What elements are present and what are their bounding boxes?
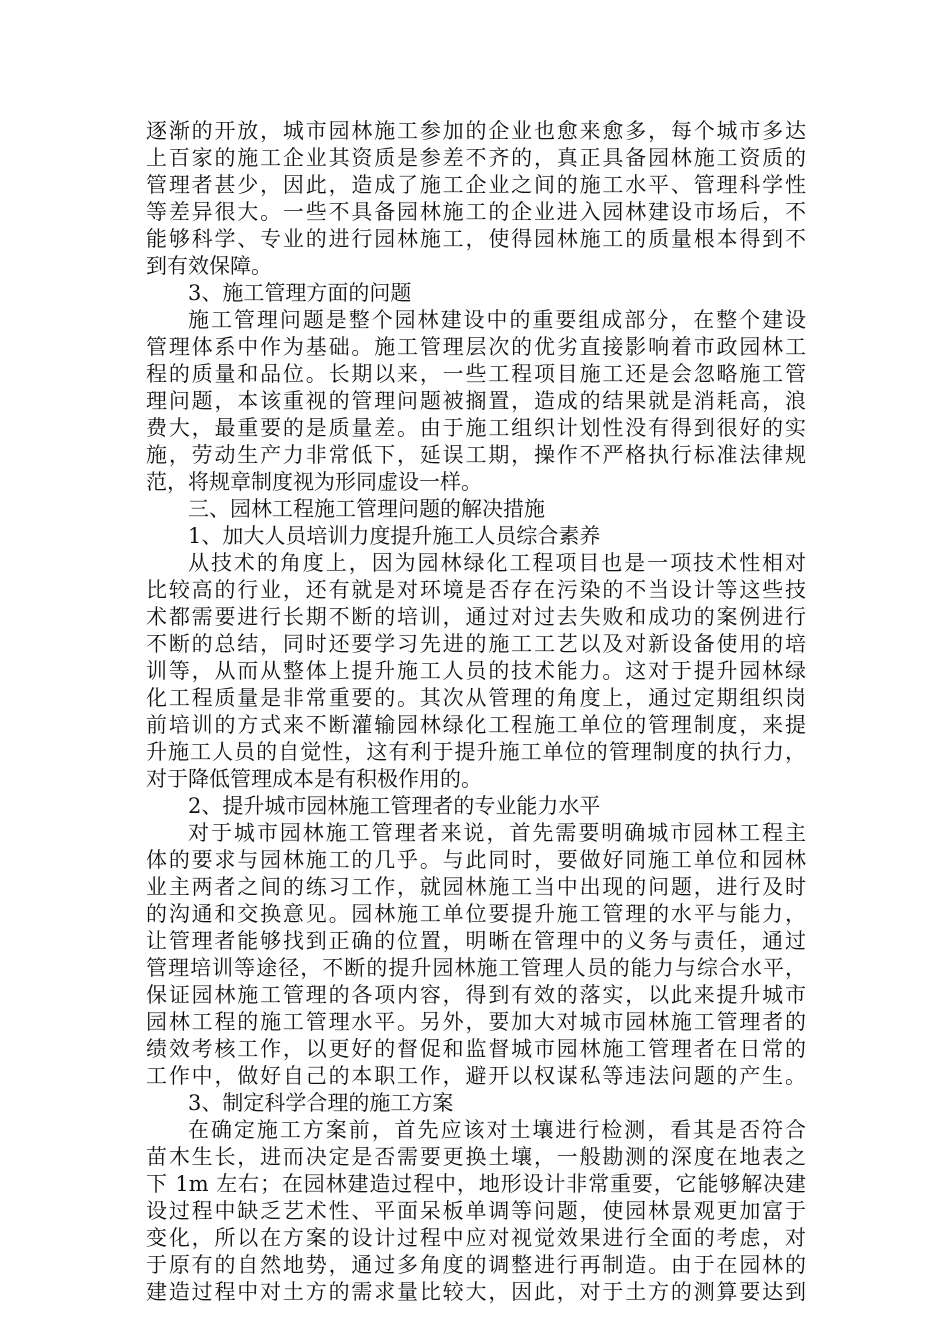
text-line: 2、提升城市园林施工管理者的专业能力水平 xyxy=(188,794,601,818)
text-line: 业主两者之间的练习工作，就园林施工当中出现的问题，进行及时 xyxy=(146,875,806,899)
text-line: 术都需要进行长期不断的培训，通过对过去失败和成功的案例进行 xyxy=(146,605,806,629)
text-line: 范，将规章制度视为形同虚设一样。 xyxy=(146,470,482,494)
text-line: 园林工程的施工管理水平。另外，要加大对城市园林施工管理者的 xyxy=(146,1010,806,1034)
text-line: 能够科学、专业的进行园林施工，使得园林施工的质量根本得到不 xyxy=(146,227,806,251)
text-line: 管理体系中作为基础。施工管理层次的优劣直接影响着市政园林工 xyxy=(146,335,806,359)
text-line: 程的质量和品位。长期以来，一些工程项目施工还是会忽略施工管 xyxy=(146,362,806,386)
text-line: 变化，所以在方案的设计过程中应对视觉效果进行全面的考虑，对 xyxy=(146,1226,806,1250)
text-line: 上百家的施工企业其资质是参差不齐的，真正具备园林施工资质的 xyxy=(146,146,806,170)
text-line: 让管理者能够找到正确的位置，明晰在管理中的义务与责任，通过 xyxy=(146,929,806,953)
text-line: 的沟通和交换意见。园林施工单位要提升施工管理的水平与能力， xyxy=(146,902,806,926)
text-line: 不断的总结，同时还要学习先进的施工工艺以及对新设备使用的培 xyxy=(146,632,806,656)
text-line: 体的要求与园林施工的几乎。与此同时，要做好同施工单位和园林 xyxy=(146,848,806,872)
text-line: 理问题，本该重视的管理问题被搁置，造成的结果就是消耗高，浪 xyxy=(146,389,806,413)
text-line: 管理培训等途径，不断的提升园林施工管理人员的能力与综合水平， xyxy=(146,956,806,980)
text-line: 下 1m 左右；在园林建造过程中，地形设计非常重要，它能够解决建 xyxy=(146,1172,806,1196)
text-line: 三、园林工程施工管理问题的解决措施 xyxy=(188,497,545,521)
text-line: 工作中，做好自己的本职工作，避开以权谋私等违法问题的产生。 xyxy=(146,1064,806,1088)
text-line: 到有效保障。 xyxy=(146,254,272,278)
text-line: 设过程中缺乏艺术性、平面呆板单调等问题，使园林景观更加富于 xyxy=(146,1199,806,1223)
text-line: 等差异很大。一些不具备园林施工的企业进入园林建设市场后，不 xyxy=(146,200,806,224)
text-line: 从技术的角度上，因为园林绿化工程项目也是一项技术性相对 xyxy=(188,551,806,575)
text-line: 施，劳动生产力非常低下，延误工期，操作不严格执行标准法律规 xyxy=(146,443,806,467)
text-line: 管理者甚少，因此，造成了施工企业之间的施工水平、管理科学性 xyxy=(146,173,806,197)
text-line: 建造过程中对土方的需求量比较大，因此，对于土方的测算要达到 xyxy=(146,1280,806,1304)
text-line: 化工程质量是非常重要的。其次从管理的角度上，通过定期组织岗 xyxy=(146,686,806,710)
text-line: 比较高的行业，还有就是对环境是否存在污染的不当设计等这些技 xyxy=(146,578,806,602)
text-line: 在确定施工方案前，首先应该对土壤进行检测，看其是否符合 xyxy=(188,1118,806,1142)
text-line: 升施工人员的自觉性，这有利于提升施工单位的管理制度的执行力， xyxy=(146,740,806,764)
text-line: 保证园林施工管理的各项内容，得到有效的落实，以此来提升城市 xyxy=(146,983,806,1007)
text-line: 费大，最重要的是质量差。由于施工组织计划性没有得到很好的实 xyxy=(146,416,806,440)
text-line: 3、施工管理方面的问题 xyxy=(188,281,412,305)
text-line: 苗木生长，进而决定是否需要更换土壤，一般勘测的深度在地表之 xyxy=(146,1145,806,1169)
text-line: 逐渐的开放，城市园林施工参加的企业也愈来愈多，每个城市多达 xyxy=(146,119,806,143)
text-line: 施工管理问题是整个园林建设中的重要组成部分，在整个建设 xyxy=(188,308,806,332)
text-line: 对于城市园林施工管理者来说，首先需要明确城市园林工程主 xyxy=(188,821,806,845)
text-line: 前培训的方式来不断灌输园林绿化工程施工单位的管理制度，来提 xyxy=(146,713,806,737)
text-line: 1、加大人员培训力度提升施工人员综合素养 xyxy=(188,524,601,548)
text-line: 训等，从而从整体上提升施工人员的技术能力。这对于提升园林绿 xyxy=(146,659,806,683)
document-page xyxy=(146,118,806,1306)
text-line: 3、制定科学合理的施工方案 xyxy=(188,1091,454,1115)
text-line: 绩效考核工作，以更好的督促和监督城市园林施工管理者在日常的 xyxy=(146,1037,806,1061)
text-line: 于原有的自然地势，通过多角度的调整进行再制造。由于在园林的 xyxy=(146,1253,806,1277)
text-line: 对于降低管理成本是有积极作用的。 xyxy=(146,767,482,791)
